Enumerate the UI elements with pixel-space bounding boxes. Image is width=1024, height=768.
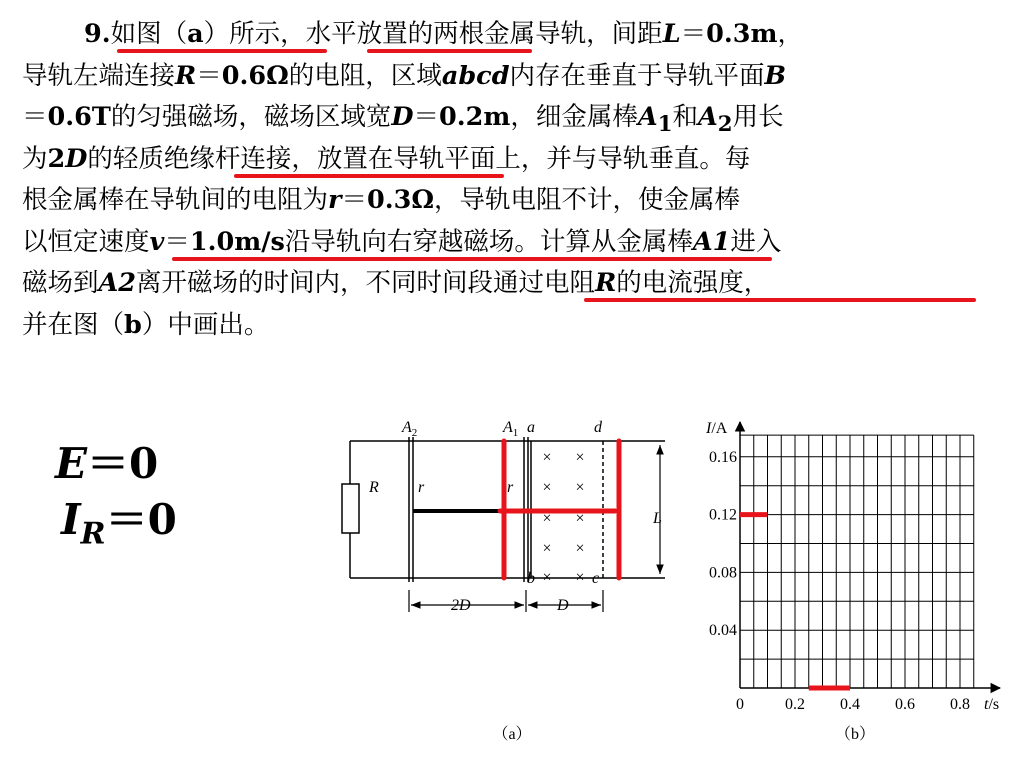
label-A1: $A_1$ [503, 419, 519, 439]
caption-a: （a） [492, 726, 532, 743]
label-r-A1: r [507, 479, 514, 496]
field-x: × [542, 540, 552, 557]
problem-line-7: 磁场到A2离开磁场的时间内，不同时间段通过电阻R的电流强度， [22, 263, 1007, 305]
rod-A2 [409, 437, 413, 582]
field-x: × [542, 510, 552, 527]
field-x: × [542, 569, 552, 586]
label-c: c [592, 570, 600, 587]
field-x: × [575, 569, 585, 586]
origin-label: 0 [736, 696, 744, 713]
problem-number: 9. [84, 19, 111, 49]
label-a: a [527, 419, 535, 436]
problem-line-3: ＝0.6T的匀强磁场，磁场区域宽D＝0.2m，细金属棒$A_1$和$A_2$用长 [22, 102, 784, 138]
emf-equation: E＝0 [55, 439, 159, 488]
underline-mark [117, 49, 327, 53]
problem-line-5: 根金属棒在导轨间的电阻为r＝0.3Ω，导轨电阻不计，使金属棒 [22, 185, 741, 215]
resistor-R [342, 484, 359, 533]
field-x: × [575, 479, 585, 496]
x-tick-label: 0.4 [840, 696, 860, 713]
answer-block [55, 436, 177, 562]
graph-grid [740, 435, 974, 688]
label-R: R [369, 479, 379, 496]
underline-mark [584, 298, 976, 302]
problem-line-1: 9.如图（a）所示，水平放置的两根金属导轨，间距L＝0.3m， [22, 14, 1007, 56]
y-tick-label: 0.16 [709, 448, 737, 466]
problem-line-4: 为2D的轻质绝缘杆连接，放置在导轨平面上，并与导轨垂直。每 [22, 139, 1007, 181]
underline-mark [234, 174, 504, 178]
y-tick-labels [709, 449, 737, 639]
y-axis-label: I/A [706, 420, 728, 437]
field-x: × [575, 540, 585, 557]
y-tick-label: 0.08 [709, 564, 737, 582]
y-tick-label: 0.04 [709, 622, 737, 640]
label-L: L [653, 510, 662, 527]
problem-line-6: 以恒定速度v＝1.0m/s沿导轨向右穿越磁场。计算从金属棒A1进入 [22, 222, 1007, 264]
red-annotation [500, 441, 619, 578]
label-r-A2: r [418, 479, 425, 496]
label-d: d [594, 419, 602, 436]
caption-b: （b） [834, 726, 876, 743]
y-tick-label: 0.12 [709, 506, 737, 524]
problem-line-2: 导轨左端连接R＝0.6Ω的电阻，区域abcd内存在垂直于导轨平面B [22, 60, 787, 91]
problem-line-8: 并在图（b）中画出。 [22, 309, 270, 340]
x-tick-labels [785, 696, 970, 713]
problem-text [22, 14, 1007, 346]
underline-mark [172, 257, 772, 261]
label-D: D [557, 597, 569, 614]
underline-mark [367, 49, 532, 53]
label-A2: $A_2$ [402, 419, 418, 439]
label-2D: 2D [451, 597, 471, 614]
field-x: × [575, 510, 585, 527]
field-marks [542, 449, 584, 586]
rails [350, 441, 665, 578]
field-x: × [542, 479, 552, 496]
x-axis-label: t/s [984, 696, 1000, 713]
current-equation: $I_R=0$ [61, 495, 177, 552]
x-tick-label: 0.6 [895, 696, 915, 713]
x-tick-label: 0.2 [785, 696, 805, 713]
rod-A1 [524, 437, 528, 582]
graph-series [740, 515, 850, 688]
label-b: b [527, 570, 535, 587]
field-x: × [575, 449, 585, 466]
x-tick-label: 0.8 [950, 696, 970, 713]
field-x: × [542, 449, 552, 466]
